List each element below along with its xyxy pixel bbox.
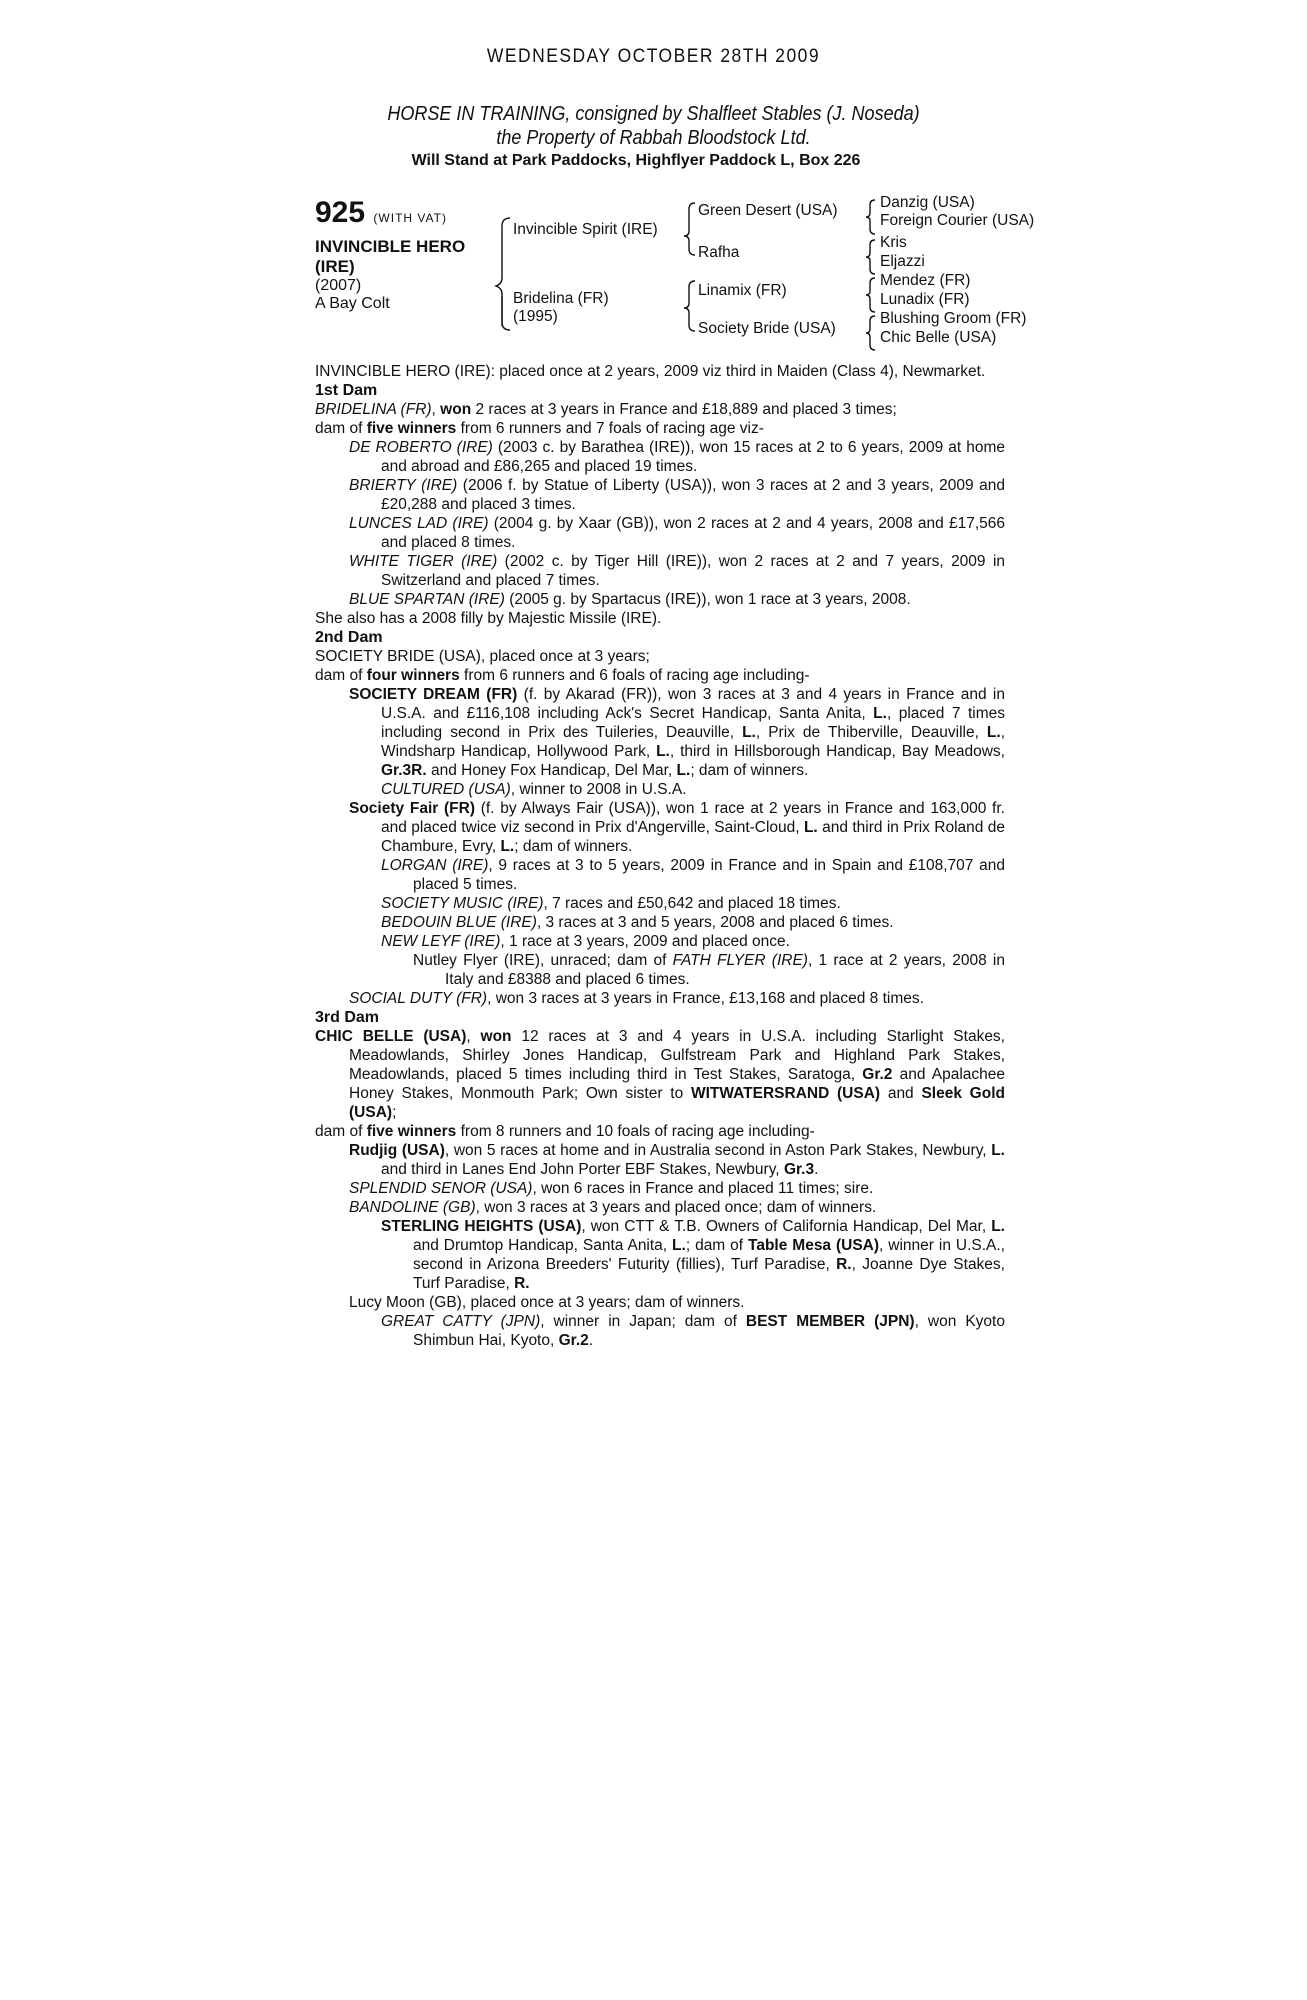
pedigree-dam: Bridelina (FR) (1995) <box>513 290 609 325</box>
pedigree-braces <box>0 0 1307 360</box>
property-line: the Property of Rabbah Bloodstock Ltd. <box>496 127 811 149</box>
sale-date: WEDNESDAY OCTOBER 28TH 2009 <box>486 46 821 67</box>
first-dam-text: BRIDELINA (FR), won 2 races at 3 years in France and £18,889 and placed 3 times; dam of five winners from 6 runners and 7 foals of racing age viz- DE ROBERTO (IRE) (2003 c. by Barathea (IRE)), won 15 races at 2 to 6 years, 2009 at home and abroad and £86,265 and placed 19 times. BRIERTY (IRE) (2006 f. by Statue of Liberty (USA)), won 3 races at 2 and 3 years, 2009 and £20,288 and placed 3 times. LUNCES LAD (IRE) (2004 g. by Xaar (GB)), won 2 races at 2 and 4 years, 2008 and £17,566 and placed 8 times. WHITE TIGER (IRE) (2002 c. by Tiger Hill (IRE)), won 2 races at 2 and 7 years, 2009 in Switzerland and placed 7 times. BLUE SPARTAN (IRE) (2005 g. by Spartacus (IRE)), won 1 race at 3 years, 2008. She also has a 2008 filly by Majestic Missile (IRE). <box>315 401 1006 627</box>
second-dam-text: SOCIETY BRIDE (USA), placed once at 3 years; dam of four winners from 6 runners and 6 foals of racing age including- SOCIETY DREAM (FR) (f. by Akarad (FR)), won 3 races at 3 and 4 years in France and in U.S.A. and £116,108 including Ack's Secret Handicap, Santa Anita, L., placed 7 times including second in Prix des Tuileries, Deauville, L., Prix de Thiberville, Deauville, L., Windsharp Handicap, Hollywood Park, L., third in Hillsborough Handicap, Bay Meadows, Gr.3R. and Honey Fox Handicap, Del Mar, L.; dam of winners. CULTURED (USA), winner to 2008 in U.S.A. Society Fair (FR) (f. by Always Fair (USA)), won 1 race at 2 years in France and 163,000 fr. and placed twice viz second in Prix d'Angerville, Saint-Cloud, L. and third in Prix Roland de Chambure, Evry, L.; dam of winners. LORGAN (IRE), 9 races at 3 to 5 years, 2009 in France and in Spain and £108,707 and placed 5 times. SOCIETY MUSIC (IRE), 7 races and £50,642 and placed 18 times. BEDOUIN BLUE (IRE), 3 races at 3 and 5 years, 2008 and placed 6 times. NEW LEYF (IRE), 1 race at 3 years, 2009 and placed once. Nutley Flyer (IRE), unraced; dam of FATH FLYER (IRE), 1 race at 2 years, 2008 in Italy and £8388 and placed 6 times. SOCIAL DUTY (FR), won 3 races at 3 years in France, £13,168 and placed 8 times. <box>315 648 1005 1007</box>
stable-location: Will Stand at Park Paddocks, Highflyer Paddock L, Box 226 <box>411 152 861 169</box>
pedigree-sds: Kris <box>880 234 907 251</box>
consignor-line: HORSE IN TRAINING, consigned by Shalfleet Stables (J. Noseda) <box>387 103 920 125</box>
pedigree-dam-dam: Society Bride (USA) <box>698 320 836 337</box>
pedigree-dds: Blushing Groom (FR) <box>880 310 1027 327</box>
first-dam-heading: 1st Dam <box>315 382 378 399</box>
second-dam-heading: 2nd Dam <box>315 629 383 646</box>
third-dam-text: CHIC BELLE (USA), won 12 races at 3 and 4 years in U.S.A. including Starlight Stakes, Meadowlands, Shirley Jones Handicap, Gulfstream Park and Highland Park Stakes, Meadowlands, placed 5 times including third in Test Stakes, Saratoga, Gr.2 and Apalachee Honey Stakes, Monmouth Park; Own sister to WITWATERSRAND (USA) and Sleek Gold (USA); dam of five winners from 8 runners and 10 foals of racing age including- Rudjig (USA), won 5 races at home and in Australia second in Aston Park Stakes, Newbury, L. and third in Lanes End John Porter EBF Stakes, Newbury, Gr.3. SPLENDID SENOR (USA), won 6 races in France and placed 11 times; sire. BANDOLINE (GB), won 3 races at 3 years and placed once; dam of winners. STERLING HEIGHTS (USA), won CTT & T.B. Owners of California Handicap, Del Mar, L. and Drumtop Handicap, Santa Anita, L.; dam of Table Mesa (USA), winner in U.S.A., second in Arizona Breeders' Futurity (fillies), Turf Paradise, R., Joanne Dye Stakes, Turf Paradise, R. Lucy Moon (GB), placed once at 3 years; dam of winners. GREAT CATTY (JPN), winner in Japan; dam of BEST MEMBER (JPN), won Kyoto Shimbun Hai, Kyoto, Gr.2. <box>315 1028 1006 1349</box>
third-dam-heading: 3rd Dam <box>315 1009 380 1026</box>
catalogue-body <box>315 362 1005 1350</box>
lot-number: 925 (WITH VAT) <box>315 196 447 229</box>
vat-note: (WITH VAT) <box>373 211 447 225</box>
horse-description: A Bay Colt <box>315 295 390 312</box>
pedigree-sire: Invincible Spirit (IRE) <box>513 221 658 238</box>
race-summary: INVINCIBLE HERO (IRE): placed once at 2 years, 2009 viz third in Maiden (Class 4), Newmarket. <box>315 363 986 380</box>
pedigree-sdd: Eljazzi <box>880 253 925 270</box>
horse-name: INVINCIBLE HERO (IRE) <box>315 237 466 276</box>
pedigree-dsd: Lunadix (FR) <box>880 291 970 308</box>
foaling-year: (2007) <box>315 277 362 294</box>
pedigree-dss: Mendez (FR) <box>880 272 971 289</box>
pedigree-sss: Danzig (USA) <box>880 194 975 211</box>
pedigree-sire-dam: Rafha <box>698 244 740 261</box>
pedigree-sire-sire: Green Desert (USA) <box>698 202 838 219</box>
pedigree-ddd: Chic Belle (USA) <box>880 329 997 346</box>
pedigree-dam-sire: Linamix (FR) <box>698 282 787 299</box>
pedigree-ssd: Foreign Courier (USA) <box>880 212 1035 229</box>
